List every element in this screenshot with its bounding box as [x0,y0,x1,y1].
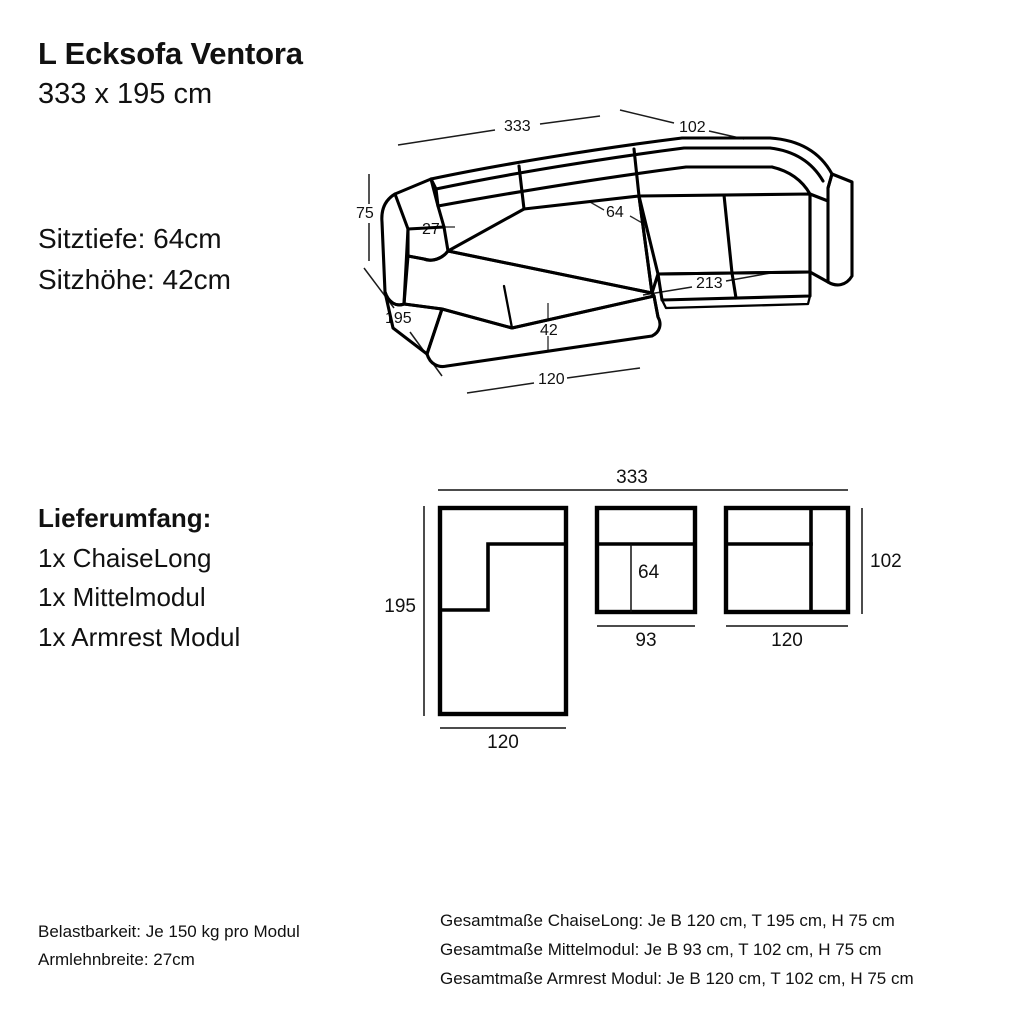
perspective-svg [352,96,1024,416]
footer-right-notes [440,906,1024,994]
plan-dimension-module-depth [862,508,902,614]
dimension-total-width [398,116,600,145]
note-dims-armrest-modul: Gesamtmaße Armrest Modul: Je B 120 cm, T 102 cm, H 75 cm [440,969,914,989]
spec-seat-height: Sitzhöhe: 42cm [38,264,231,296]
plan-module-mittelmodul [597,508,695,651]
sofa-seam-chaise-middle [652,274,658,293]
plan-label-102: 102 [870,551,902,572]
page-title: L Ecksofa Ventora [38,36,303,71]
note-load-capacity: Belastbarkeit: Je 150 kg pro Modul [38,922,300,941]
plan-dimension-chaise-depth [384,506,424,716]
dimension-chaise-width [467,368,640,393]
dimension-label-120: 120 [538,371,565,388]
delivery-heading: Lieferumfang: [38,503,212,533]
note-dims-chaiselong: Gesamtmaße ChaiseLong: Je B 120 cm, T 195 cm, H 75 cm [440,911,895,930]
delivery-item-mittelmodul: 1x Mittelmodul [38,582,206,613]
plan-svg [376,466,916,756]
delivery-item-armrest-modul: 1x Armrest Modul [38,621,241,652]
dimension-label-102: 102 [679,119,706,136]
sofa-middle-seat [448,196,658,317]
dimension-total-depth [620,110,744,139]
delivery-item-chaiselong: 1x ChaiseLong [38,542,212,573]
note-dims-mittelmodul: Gesamtmaße Mittelmodul: Je B 93 cm, T 102 cm, H 75 cm [440,940,882,960]
plan-label-middle-width-93: 93 [635,630,657,651]
plan-label-armrest-width-120: 120 [771,630,803,651]
sofa-right-armrest [810,174,852,285]
plan-label-195: 195 [384,596,416,617]
dimension-total-height [356,174,374,261]
sofa-perspective-drawing [352,96,1024,416]
dimension-label-195: 195 [385,310,412,327]
plan-label-seat-depth-64: 64 [638,562,660,583]
footer-left-notes [38,918,438,973]
sofa-chaise-seat [385,251,660,367]
dimension-label-42: 42 [540,322,558,339]
dimension-label-333: 333 [504,118,531,135]
plan-label-333: 333 [616,467,648,488]
module-plan-drawing [376,466,916,756]
plan-label-chaise-width-120: 120 [487,732,519,753]
spec-seat-depth: Sitztiefe: 64cm [38,223,222,254]
plan-dimension-total-width [438,467,848,490]
dimension-label-213: 213 [696,275,723,292]
dimension-label-27: 27 [422,221,440,238]
note-armrest-width: Armlehnbreite: 27cm [38,949,195,969]
dimension-label-75: 75 [356,205,374,222]
dimension-seat-depth [590,202,644,224]
product-size-subtitle: 333 x 195 cm [38,77,213,110]
plan-module-armrest [726,508,848,651]
dimension-label-64: 64 [606,204,624,221]
dimension-seat-height [540,303,558,351]
plan-module-chaiselong [440,508,566,753]
